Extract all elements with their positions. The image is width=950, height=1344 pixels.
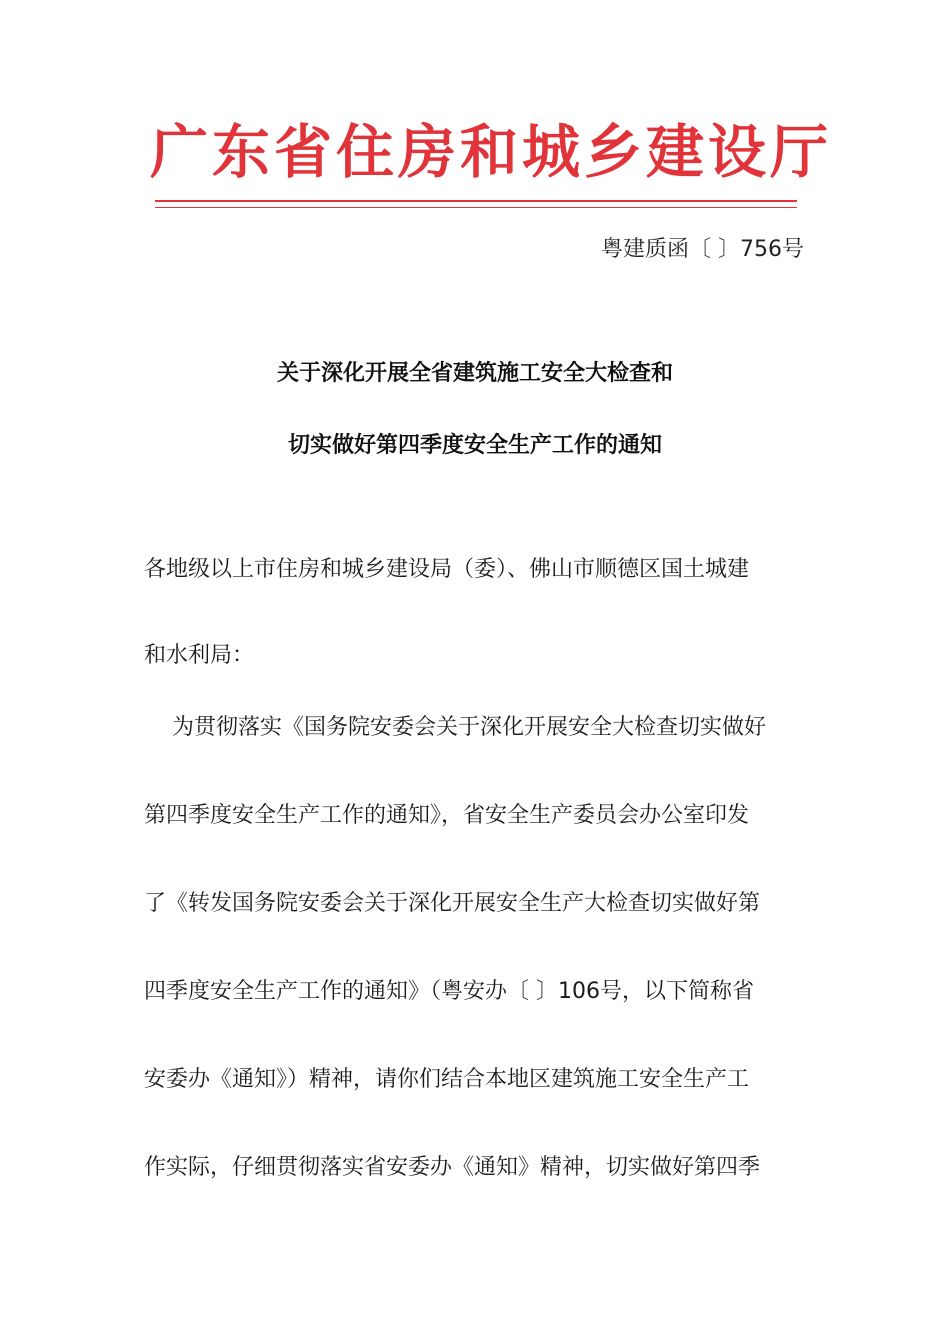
addressee-line-2: 和水利局： (144, 643, 255, 668)
paragraph-line: 四季度安全生产工作的通知》（粤安办〔 〕106号，以下简称省 (144, 979, 754, 1004)
addressee-line-1: 各地级以上市住房和城乡建设局（委）、佛山市顺德区国土城建 (144, 557, 750, 582)
issuing-authority-header: 广东省住房和城乡建设厅 (150, 118, 833, 186)
document-title-line-2: 切实做好第四季度安全生产工作的通知 (287, 433, 662, 458)
header-red-rule (155, 200, 797, 202)
document-title-line-1: 关于深化开展全省建筑施工安全大检查和 (276, 361, 673, 386)
paragraph-line: 作实际，仔细贯彻落实省安委办《通知》精神，切实做好第四季 (144, 1155, 761, 1180)
paragraph-line: 为贯彻落实《国务院安委会关于深化开展安全大检查切实做好 (172, 715, 767, 740)
paragraph-line: 了《转发国务院安委会关于深化开展安全生产大检查切实做好第 (144, 891, 761, 916)
paragraph-line: 安委办《通知》）精神，请你们结合本地区建筑施工安全生产工 (144, 1067, 750, 1092)
document-number: 粤建质函〔 〕756号 (601, 237, 804, 262)
paragraph-line: 第四季度安全生产工作的通知》，省安全生产委员会办公室印发 (144, 803, 750, 828)
header-red-rule-thin (155, 207, 797, 208)
